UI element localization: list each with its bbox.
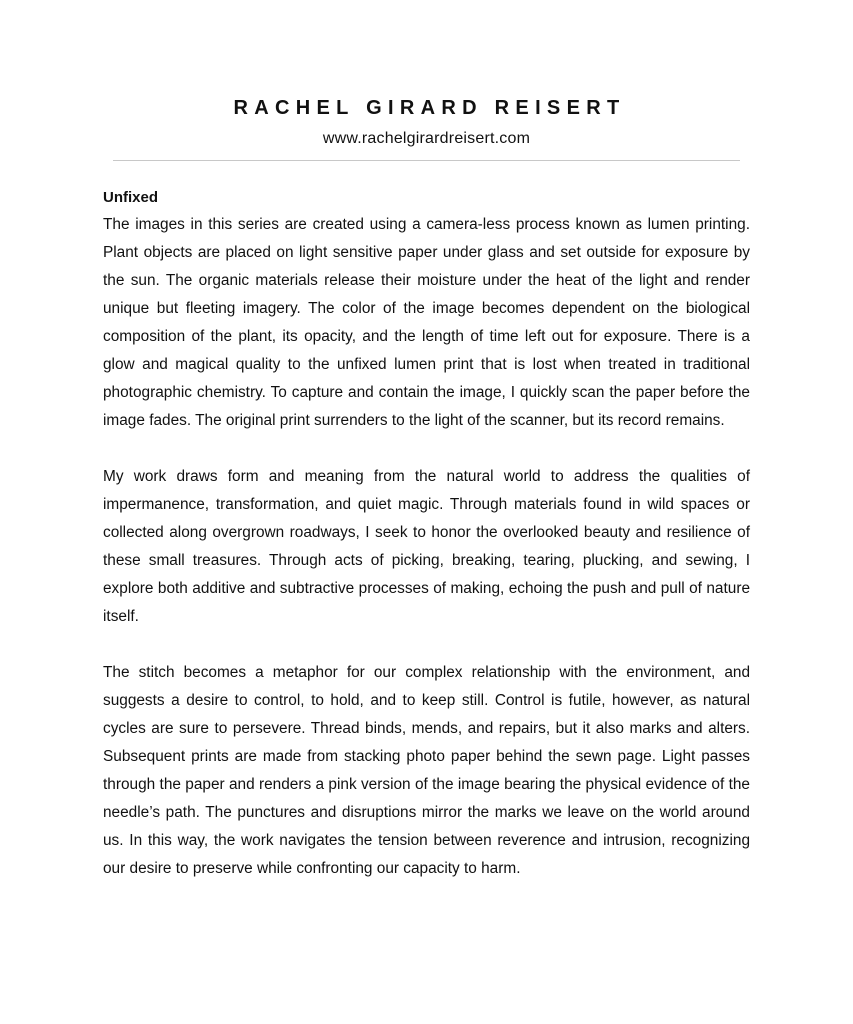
letterhead [0, 94, 853, 150]
statement-paragraph-3: The stitch becomes a metaphor for our complex relationship with the environment, and suggests a desire to control, to hold, and to keep still. Control is futile, however, as natural cycles are sure to persevere. Thread binds, mends, and repairs, but it also marks and alters. Subsequent prints are made from stacking photo paper behind the sewn page. Light passes through the paper and renders a pink version of the image bearing the physical evidence of the needle’s path. The punctures and disruptions mirror the marks we leave on the world around us. In this way, the work navigates the tension between reverence and intrusion, recognizing our desire to preserve while confronting our capacity to harm. [103, 664, 750, 877]
artist-name: RACHEL GIRARD REISERT [233, 97, 626, 119]
website-link[interactable]: www.rachelgirardreisert.com [322, 130, 531, 147]
header-divider [113, 160, 740, 161]
statement-title: Unfixed [103, 189, 159, 206]
statement-paragraph-1: The images in this series are created using a camera-less process known as lumen printing. Plant objects are placed on light sensitive paper under glass and set outside for exposure by the sun. The organic materials release their moisture under the heat of the light and render unique but fleeting imagery. The color of the image becomes dependent on the biological composition of the plant, its opacity, and the length of time left out for exposure. There is a glow and magical quality to the unfixed lumen print that is lost when treated in traditional photographic chemistry. To capture and contain the image, I quickly scan the paper before the image fades. The original print surrenders to the light of the scanner, but its record remains. [103, 216, 750, 429]
artist-statement [103, 185, 750, 883]
statement-paragraph-2: My work draws form and meaning from the natural world to address the qualities of impermanence, transformation, and quiet magic. Through materials found in wild spaces or collected along overgrown roadways, I seek to honor the overlooked beauty and resilience of these small treasures. Through acts of picking, breaking, tearing, plucking, and sewing, I explore both additive and subtractive processes of making, echoing the push and pull of nature itself. [103, 468, 750, 625]
